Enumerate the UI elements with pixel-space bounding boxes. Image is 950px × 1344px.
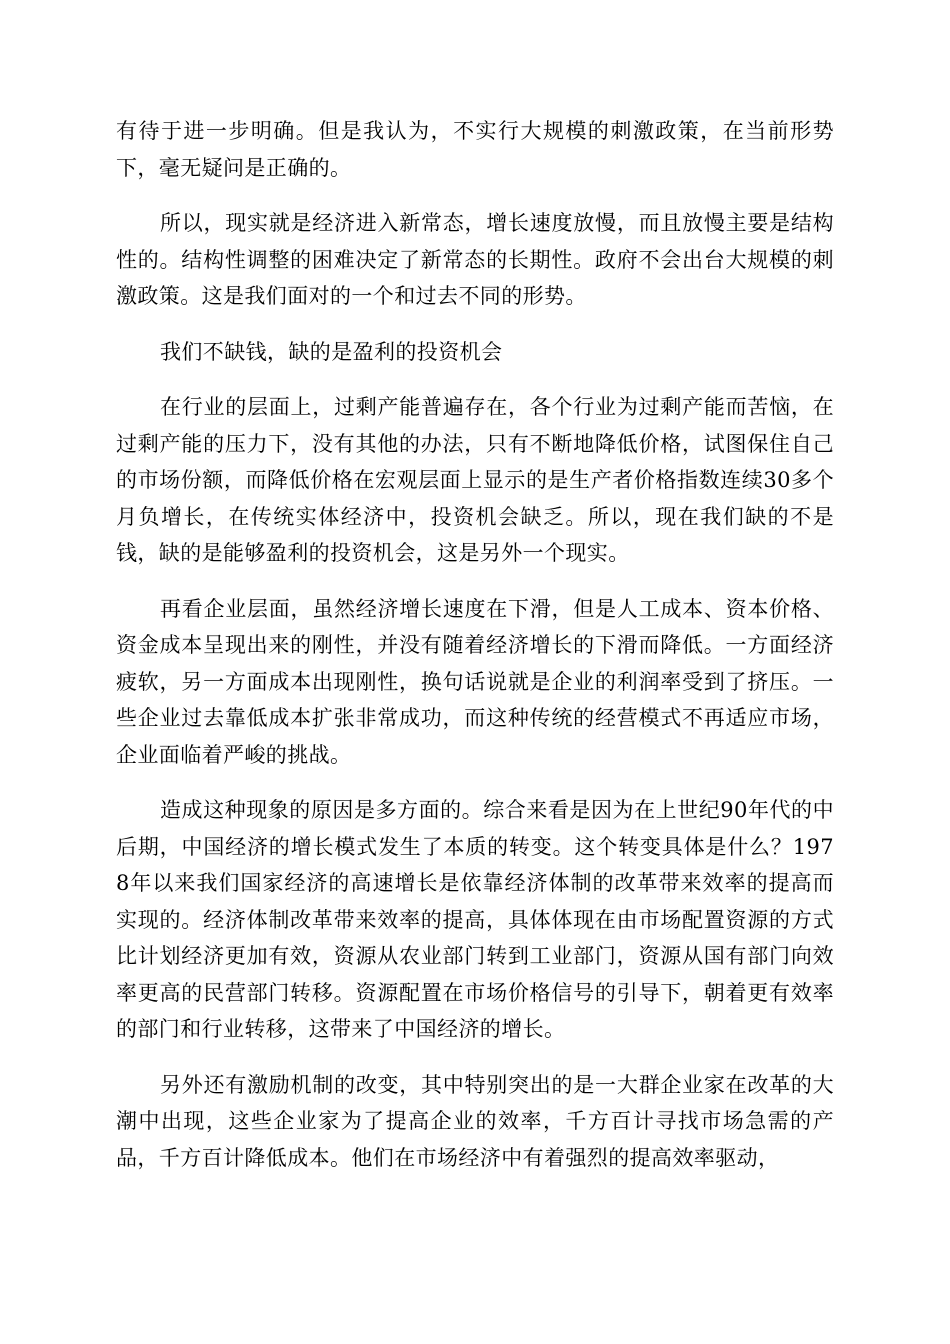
paragraph-causes: 造成这种现象的原因是多方面的。综合来看是因为在上世纪90年代的中后期，中国经济的增长模式发生了本质的转变。这个转变具体是什么？1978年以来我们国家经济的高速增长是依靠经济体制的改革带来效率的提高而实现的。经济体制改革带来效率的提高，具体体现在由市场配置资源的方式比计划经济更加有效，资源从农业部门转到工业部门，资源从国有部门向效率更高的民营部门转移。资源配置在市场价格信号的引导下，朝着更有效率的部门和行业转移，这带来了中国经济的增长。 bbox=[116, 798, 834, 1041]
paragraph-incentives: 另外还有激励机制的改变，其中特别突出的是一大群企业家在改革的大潮中出现，这些企业家为了提高企业的效率，千方百计寻找市场急需的产品，千方百计降低成本。他们在市场经济中有着强烈的提高效率驱动， bbox=[116, 1072, 834, 1170]
paragraph-enterprise-level: 再看企业层面，虽然经济增长速度在下滑，但是人工成本、资本价格、资金成本呈现出来的刚性，并没有随着经济增长的下滑而降低。一方面经济疲软，另一方面成本出现刚性，换句话说就是企业的利润率受到了挤压。一些企业过去靠低成本扩张非常成功，而这种传统的经营模式不再适应市场，企业面临着严峻的挑战。 bbox=[116, 596, 834, 767]
section-heading: 我们不缺钱，缺的是盈利的投资机会 bbox=[160, 339, 503, 364]
document-body bbox=[116, 113, 834, 1195]
paragraph-continuation: 有待于进一步明确。但是我认为，不实行大规模的刺激政策，在当前形势下，毫无疑问是正确的。 bbox=[116, 119, 834, 180]
paragraph-new-normal: 所以，现实就是经济进入新常态，增长速度放慢，而且放慢主要是结构性的。结构性调整的困难决定了新常态的长期性。政府不会出台大规模的刺激政策。这是我们面对的一个和过去不同的形势。 bbox=[116, 211, 834, 308]
paragraph-industry-level: 在行业的层面上，过剩产能普遍存在，各个行业为过剩产能而苦恼，在过剩产能的压力下，没有其他的办法，只有不断地降低价格，试图保住自己的市场份额，而降低价格在宏观层面上显示的是生产者价格指数连续30多个月负增长，在传统实体经济中，投资机会缺乏。所以，现在我们缺的不是钱，缺的是能够盈利的投资机会，这是另外一个现实。 bbox=[116, 395, 834, 565]
